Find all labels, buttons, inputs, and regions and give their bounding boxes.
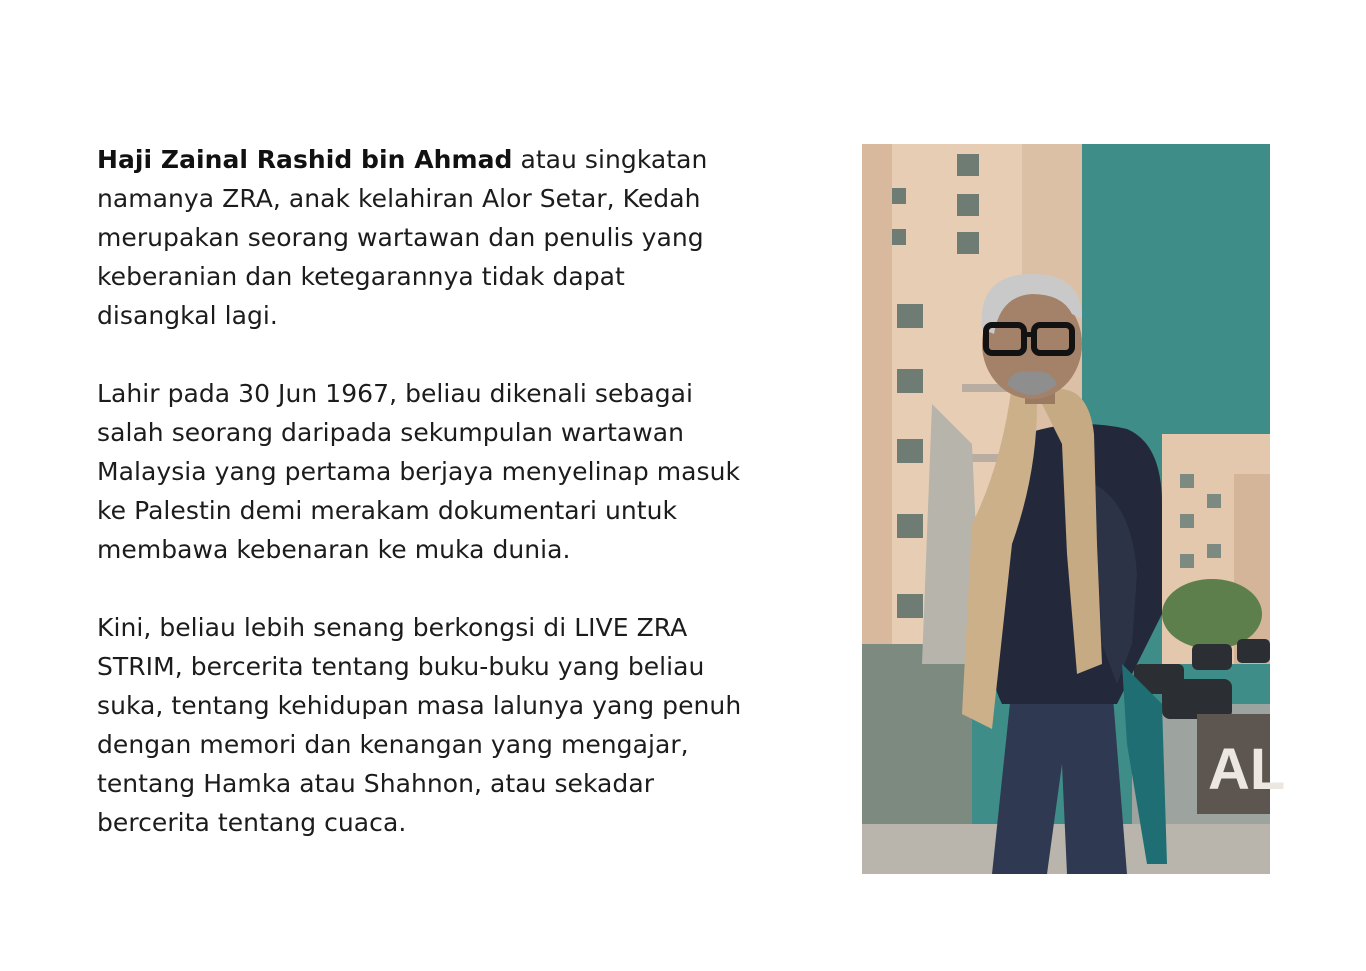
text-line: Kini, beliau lebih senang berkongsi di LIVE ZRA — [97, 613, 688, 642]
text-line: bercerita tentang cuaca. — [97, 808, 407, 837]
text-line: merupakan seorang wartawan dan penulis yang — [97, 223, 704, 252]
sign-letters: AL — [1208, 737, 1286, 802]
portrait-illustration — [862, 144, 1286, 874]
bio-paragraph-1 — [97, 140, 797, 335]
concrete-wall — [862, 644, 972, 824]
text-line: tentang Hamka atau Shahnon, atau sekadar — [97, 769, 655, 798]
text-line: keberanian dan ketegarannya tidak dapat — [97, 262, 625, 291]
text-line: dengan memori dan kenangan yang mengajar, — [97, 730, 689, 759]
text-line: STRIM, bercerita tentang buku-buku yang beliau — [97, 652, 705, 681]
tree — [1162, 579, 1262, 649]
text-line: Lahir pada 30 Jun 1967, beliau dikenali sebagai — [97, 379, 693, 408]
person-name: Haji Zainal Rashid bin Ahmad — [97, 145, 513, 174]
text-line: membawa kebenaran ke muka dunia. — [97, 535, 571, 564]
text-line: Malaysia yang pertama berjaya menyelinap masuk — [97, 457, 741, 486]
portrait-photo — [862, 144, 1286, 874]
bio-paragraph-2 — [97, 374, 797, 569]
text-line: ke Palestin demi merakam dokumentari untuk — [97, 496, 678, 525]
text-line: namanya ZRA, anak kelahiran Alor Setar, Kedah — [97, 184, 701, 213]
text-line: disangkal lagi. — [97, 301, 278, 330]
text-line: salah seorang daripada sekumpulan wartawan — [97, 418, 685, 447]
text-line: Haji Zainal Rashid bin Ahmad atau singkatan — [97, 145, 708, 174]
bio-text — [97, 140, 797, 881]
text-line: suka, tentang kehidupan masa lalunya yang penuh — [97, 691, 742, 720]
bio-paragraph-3 — [97, 608, 797, 842]
